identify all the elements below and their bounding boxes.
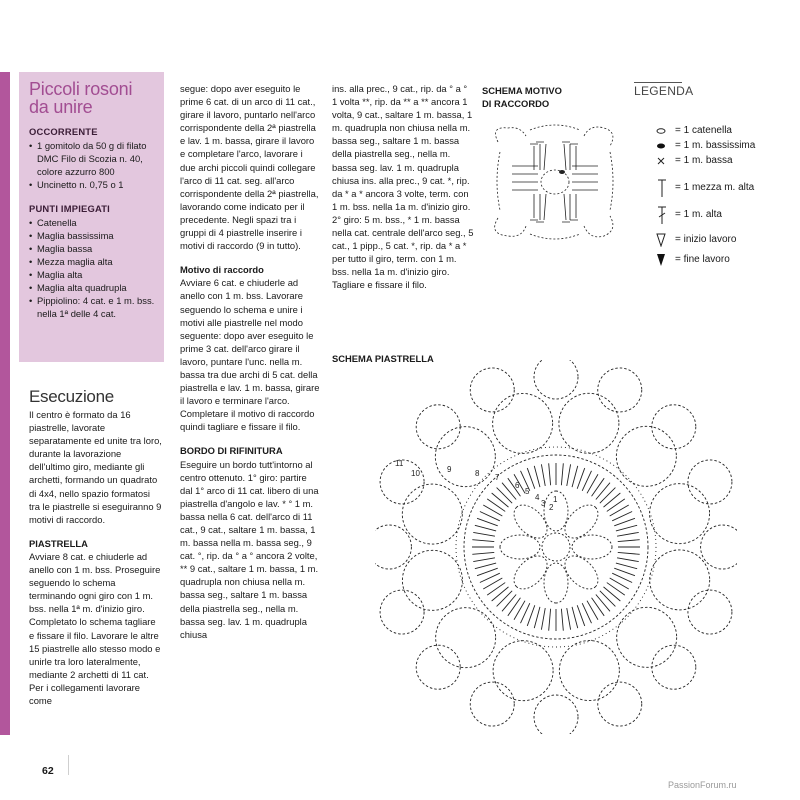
piastrella-diagram-title: SCHEMA PIASTRELLA bbox=[332, 353, 434, 364]
legend-item-alta bbox=[655, 205, 722, 225]
x-cross-icon bbox=[655, 154, 671, 168]
round-number: 9 bbox=[447, 465, 452, 474]
col2-text: segue: dopo aver eseguito le prime 6 cat. di un arco di 11 cat., girare il lavoro, puntarlo nell'arco corrispondente della 2ª piastrella e lav. 1 m. bassa, girare il lavoro e completare l'arco, lavorare i due archi piccoli quindi collegare l'arco di 11 cat. seg. all'arco corrispondente della 2ª piastrella, lavorando come indicato per il precedente. Negli spazi tra i gruppi di 4 piastrelle inserire i motivi di raccordo (9 in tutto). bbox=[180, 83, 319, 252]
piastrella-heading: PIASTRELLA bbox=[29, 537, 88, 549]
round-number: 8 bbox=[475, 469, 480, 478]
legend-item-mezza-alta bbox=[655, 178, 754, 198]
title-line-2: da unire bbox=[29, 97, 93, 117]
round-number: 1 bbox=[553, 495, 558, 504]
round-number: 7 bbox=[495, 473, 500, 482]
list-item: • Uncinetto n. 0,75 o 1 bbox=[29, 178, 158, 191]
piastrella-text: Avviare 8 cat. e chiuderle ad anello con 1 m. bss. Proseguire seguendo lo schema terminando ogni giro con 1 m. bss. nella 1ª m. d'inizio giro. Completato lo schema tagliare e fissare il filo. Lavorare le altre 15 piastrelle allo stesso modo e unirle tra loro lateralmente, mediante 2 archetti di 11 cat. Per i collegamenti lavorare come bbox=[29, 550, 161, 706]
column-2 bbox=[180, 82, 320, 641]
legend-label: = fine lavoro bbox=[675, 254, 730, 265]
legend-item-catenella bbox=[655, 124, 732, 138]
legend-label: = 1 mezza m. alta bbox=[675, 182, 755, 193]
round-number: 2 bbox=[549, 503, 554, 512]
list-item: • Maglia bassa bbox=[29, 242, 158, 255]
round-number: 5 bbox=[525, 487, 530, 496]
execution-intro: Il centro è formato da 16 piastrelle, lavorate separatamente ed unite tra loro, durante la lavorazione dell'ultimo giro, mediante gli archetti, formando un quadrato di 4x4, nello spazio formatosi tra le piastrelle si eseguiranno 9 motivi di raccordo. bbox=[29, 409, 162, 525]
legend-label: = 1 catenella bbox=[675, 125, 732, 136]
round-number: 3 bbox=[541, 499, 546, 508]
bordo-text: Eseguire un bordo tutt'intorno al centro ottenuto. 1° giro: partire dal 1° arco di 11 cat. libero di una piastrella d'angolo e lav. * ° 1 m. bassa nella 6 cat. dell'arco di 11 cat., 9 cat., saltare 1 m. bassa, 1 m. bassa nella m. bassa seg., 9 cat. °, rip. da ° a ° ancora 2 volte, ** 9 cat., saltare 1 m. bassa, 1 m. quadrupla non chiusa nella m. bassa seg., saltare 1 m. bassa della piastrella seg., nella m. bassa seg. lav. 1 m. quadrupla chiusa bbox=[180, 458, 319, 640]
execution-section bbox=[29, 388, 162, 707]
round-number: 6 bbox=[515, 481, 520, 490]
punti-heading: PUNTI IMPIEGATI bbox=[29, 203, 110, 214]
legend-item-bassa bbox=[655, 154, 733, 168]
motivo-diagram-title bbox=[482, 84, 562, 110]
column-3 bbox=[332, 82, 474, 292]
motivo-title-line-2: DI RACCORDO bbox=[482, 98, 550, 109]
motivo-heading: Motivo di raccordo bbox=[180, 264, 264, 276]
col3-text: ins. alla prec., 9 cat., rip. da ° a ° 1 volta **, rip. da ** a ** ancora 1 volta, 9 cat., saltare 1 m. bassa, 1 m. quadrupla non chiusa nella m. bassa seg., saltare 1 m. bassa della piastrella seg., nella m. bassa seg. lav. 1 m. quadrupla chiusa ins. alla prec., 9 cat. *, rip. da * a * ancora 3 volte, term. con 1 m. bss. nella 1a m. d'inizio giro. 2° giro: 5 m. bss., * 1 m. bassa nella cat. centrale dell'arco seg., 5 cat., 1 pipp., 5 cat. *, rip. da * a * per tutto il giro, term. con 1 m. bss. nella 1a m. d'inizio giro. Tagliare e fissare il filo. bbox=[332, 83, 474, 291]
motivo-text: Avviare 6 cat. e chiuderle ad anello con 1 m. bss. Lavorare seguendo lo schema e unire i motivi alle piastrelle nel modo seguente: dopo aver eseguito le prime 3 cat. dell'arco girare il lavoro, puntare l'unc. nella m. bassa tra due archi di 5 cat. della piastrella e lav. 1 m. bassa, girare il lavoro e terminare l'arco. Completare il motivo di raccordo quindi tagliare e fissare il filo. bbox=[180, 277, 320, 433]
filled-triangle-icon bbox=[655, 253, 671, 267]
piastrella-diagram bbox=[375, 360, 737, 734]
legend-title: LEGENDA bbox=[634, 84, 694, 98]
occorrente-list bbox=[29, 139, 158, 191]
motivo-diagram bbox=[490, 122, 620, 242]
execution-title: Esecuzione bbox=[29, 387, 114, 406]
page-title bbox=[29, 80, 158, 116]
legend-item-fine bbox=[655, 253, 730, 267]
punti-list bbox=[29, 216, 158, 320]
materials-box bbox=[19, 72, 164, 362]
list-item: • Catenella bbox=[29, 216, 158, 229]
legend-label: = 1 m. bassissima bbox=[675, 140, 756, 151]
round-number: 11 bbox=[395, 459, 404, 468]
list-item: • Pippiolino: 4 cat. e 1 m. bss. nella 1ª delle 4 cat. bbox=[29, 294, 158, 320]
list-item: • Mezza maglia alta bbox=[29, 255, 158, 268]
watermark: PassionForum.ru bbox=[668, 780, 737, 790]
title-line-1: Piccoli rosoni bbox=[29, 79, 133, 99]
page-number: 62 bbox=[42, 765, 54, 777]
open-triangle-icon bbox=[655, 233, 671, 247]
bordo-heading: BORDO DI RIFINITURA bbox=[180, 445, 283, 457]
legend-item-bassissima bbox=[655, 139, 755, 153]
filled-oval-icon bbox=[655, 139, 671, 153]
legend-label: = 1 m. bassa bbox=[675, 155, 733, 166]
list-item: • Maglia alta quadrupla bbox=[29, 281, 158, 294]
list-item: • Maglia alta bbox=[29, 268, 158, 281]
list-item: • Maglia bassissima bbox=[29, 229, 158, 242]
slashed-t-stitch-icon bbox=[655, 205, 671, 225]
legend-rule bbox=[634, 82, 682, 83]
list-item: • 1 gomitolo da 50 g di filato DMC Filo di Scozia n. 40, colore azzurro 800 bbox=[29, 139, 158, 178]
round-number: 10 bbox=[411, 469, 420, 478]
round-number: 4 bbox=[535, 493, 540, 502]
legend-label: = inizio lavoro bbox=[675, 234, 737, 245]
footer-divider bbox=[68, 755, 69, 775]
legend-item-inizio bbox=[655, 233, 736, 247]
occorrente-heading: OCCORRENTE bbox=[29, 126, 98, 137]
page-color-bar bbox=[0, 72, 10, 735]
t-stitch-icon bbox=[655, 178, 671, 198]
legend-label: = 1 m. alta bbox=[675, 209, 722, 220]
motivo-title-line-1: SCHEMA MOTIVO bbox=[482, 85, 562, 96]
chain-oval-icon bbox=[655, 124, 671, 138]
